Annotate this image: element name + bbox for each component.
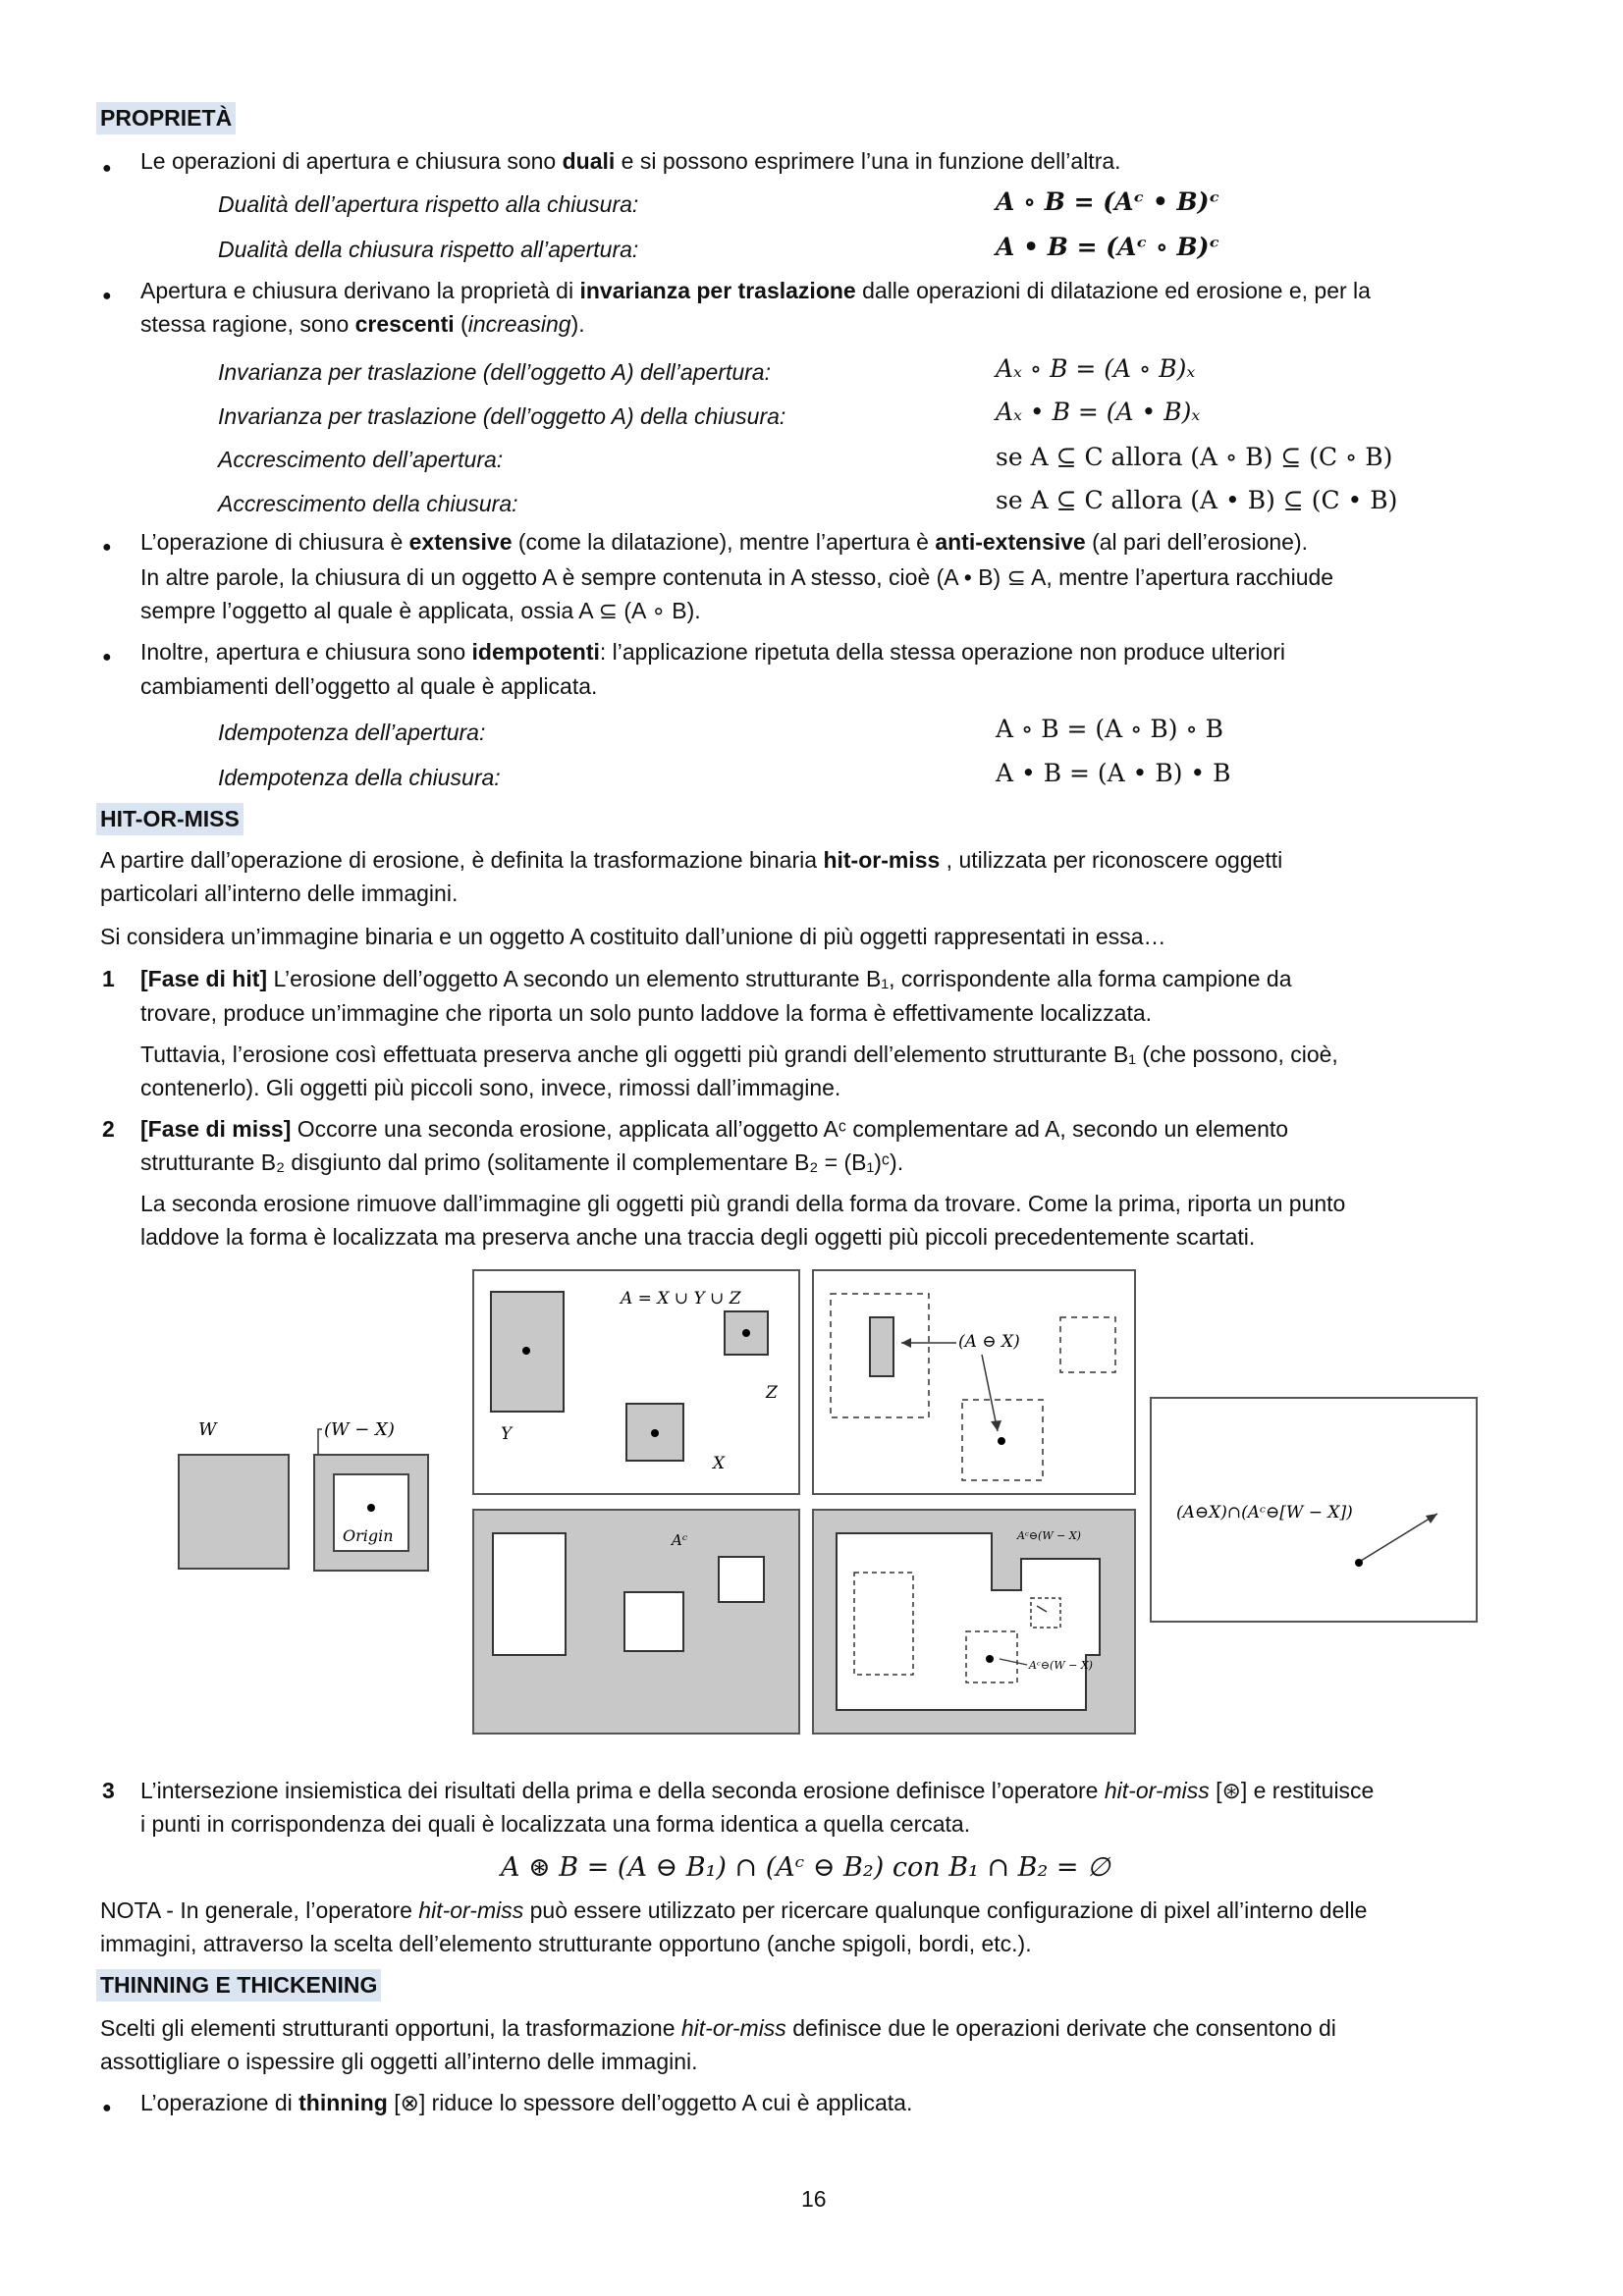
bullet-icon: ●: [102, 539, 112, 556]
dot-Y: [522, 1347, 530, 1355]
property-label: Invarianza per traslazione (dell’oggetto A) dell’apertura:: [218, 359, 771, 385]
step-text: trovare, produce un’immagine che riporta un solo punto laddove la forma è effettivamente localizzata.: [140, 1000, 1153, 1026]
label-X: X: [713, 1454, 726, 1473]
hole-X: [624, 1592, 683, 1651]
step-number: 3: [102, 1778, 115, 1803]
step-text: [Fase di miss] Occorre una seconda erosione, applicata all’oggetto Aᶜ complementare ad A, secondo un elemento: [140, 1116, 1289, 1142]
note-paragraph: immagini, attraverso la scelta dell’elemento strutturante opportuno (anche spigoli, bordi, etc.).: [100, 1931, 1032, 1956]
property-label: Idempotenza della chiusura:: [218, 765, 501, 790]
step-text: La seconda erosione rimuove dall’immagine gli oggetti più grandi della forma da trovare. Come la prima, riporta un punto: [140, 1191, 1346, 1216]
step-number: 1: [102, 966, 115, 991]
panel-erode-X: [813, 1270, 1135, 1494]
label-origin: Origin: [343, 1526, 394, 1545]
label-W: W: [198, 1419, 217, 1440]
property-label: Idempotenza dell’apertura:: [218, 720, 486, 745]
paragraph: sempre l’oggetto al quale è applicata, ossia A ⊆ (A ∘ B).: [140, 598, 701, 623]
paragraph: Scelti gli elementi strutturanti opportuni, la trasformazione hit-or-miss definisce due le operazioni derivate che consentono di: [100, 2015, 1336, 2041]
paragraph: Le operazioni di apertura e chiusura sono duali e si possono esprimere l’una in funzione dell’altra.: [140, 148, 1121, 174]
paragraph: L’operazione di thinning [⊗] riduce lo spessore dell’oggetto A cui è applicata.: [140, 2090, 913, 2115]
step-text: i punti in corrispondenza dei quali è localizzata una forma identica a quella cercata.: [140, 1811, 971, 1837]
hole-Z: [719, 1557, 764, 1602]
bullet-icon: ●: [102, 160, 112, 177]
section-header-hit-or-miss: HIT-OR-MISS: [96, 803, 243, 835]
property-formula: A ∘ B = (Aᶜ • B)ᶜ: [996, 187, 1220, 216]
W-square: [179, 1455, 289, 1569]
eroded-Y: [870, 1317, 893, 1376]
bullet-icon: ●: [102, 649, 112, 666]
step-text: [Fase di hit] L’erosione dell’oggetto A secondo un elemento strutturante B₁, corrispondente alla forma campione da: [140, 966, 1292, 991]
label-Ac-erode-bottom: Aᶜ⊖(W − X): [1029, 1659, 1093, 1672]
dot-Z: [742, 1329, 750, 1337]
property-label: Dualità dell’apertura rispetto alla chiusura:: [218, 191, 639, 217]
label-A-union: A = X ∪ Y ∪ Z: [621, 1289, 741, 1308]
section-header-proprieta: PROPRIETÀ: [96, 102, 236, 134]
label-Y: Y: [501, 1424, 513, 1444]
step-text: laddove la forma è localizzata ma preserva anche una traccia degli oggetti più piccoli precedentemente scartati.: [140, 1224, 1256, 1250]
bullet-icon: ●: [102, 288, 112, 304]
label-Z: Z: [766, 1383, 778, 1403]
hole-Y: [493, 1533, 566, 1655]
label-result: (A⊖X)∩(Aᶜ⊖[W − X]): [1176, 1503, 1353, 1522]
label-erode-X: (A ⊖ X): [958, 1332, 1020, 1352]
eroded-complement-shape: [837, 1533, 1100, 1710]
origin-dot: [367, 1504, 375, 1512]
property-formula: Aₓ ∘ B = (A ∘ B)ₓ: [996, 354, 1196, 383]
label-Ac: Aᶜ: [672, 1531, 688, 1549]
label-Ac-erode-top: Aᶜ⊖(W − X): [1017, 1529, 1081, 1542]
property-label: Invarianza per traslazione (dell’oggetto A) della chiusura:: [218, 403, 786, 429]
dot-eroded-X: [998, 1437, 1005, 1445]
hit-or-miss-figure: [177, 1266, 1483, 1747]
step-text: L’intersezione insiemistica dei risultati della prima e della seconda erosione definisce l’operatore hit-or-miss [⊛] e restituisce: [140, 1778, 1375, 1803]
paragraph: In altre parole, la chiusura di un oggetto A è sempre contenuta in A stesso, cioè (A • B) ⊆ A, mentre l’apertura racchiude: [140, 564, 1334, 590]
paragraph: Si considera un’immagine binaria e un oggetto A costituito dall’unione di più oggetti rappresentati in essa…: [100, 924, 1166, 949]
note-paragraph: NOTA - In generale, l’operatore hit-or-miss può essere utilizzato per ricercare qualunque configurazione di pixel all’interno delle: [100, 1897, 1368, 1923]
label-W-minus-X: (W − X): [324, 1419, 395, 1440]
property-formula: Aₓ • B = (A • B)ₓ: [996, 398, 1201, 426]
property-formula: A ∘ B = (A ∘ B) ∘ B: [996, 715, 1224, 743]
property-label: Dualità della chiusura rispetto all’apertura:: [218, 237, 639, 262]
property-formula: se A ⊆ C allora (A ∘ B) ⊆ (C ∘ B): [996, 443, 1393, 471]
paragraph: Inoltre, apertura e chiusura sono idempotenti: l’applicazione ripetuta della stessa operazione non produce ulteriori: [140, 639, 1285, 665]
property-formula: A • B = (A • B) • B: [996, 759, 1231, 787]
paragraph: particolari all’interno delle immagini.: [100, 881, 459, 906]
bullet-icon: ●: [102, 2100, 112, 2116]
paragraph: L’operazione di chiusura è extensive (come la dilatazione), mentre l’apertura è anti-extensive (al pari dell’erosione).: [140, 529, 1308, 555]
dot-complement-erode: [986, 1655, 994, 1663]
dot-result: [1355, 1559, 1363, 1567]
property-formula: se A ⊆ C allora (A • B) ⊆ (C • B): [996, 486, 1398, 514]
property-label: Accrescimento dell’apertura:: [218, 447, 504, 472]
step-text: contenerlo). Gli oggetti più piccoli sono, invece, rimossi dall’immagine.: [140, 1075, 841, 1100]
step-text: strutturante B₂ disgiunto dal primo (solitamente il complementare B₂ = (B₁)ᶜ).: [140, 1149, 904, 1175]
dot-X: [651, 1429, 659, 1437]
paragraph: Apertura e chiusura derivano la proprietà di invarianza per traslazione dalle operazioni di dilatazione ed erosione e, per la: [140, 278, 1371, 303]
page-number: 16: [801, 2186, 827, 2212]
property-formula: A • B = (Aᶜ ∘ B)ᶜ: [996, 233, 1220, 261]
property-label: Accrescimento della chiusura:: [218, 491, 518, 516]
paragraph: A partire dall’operazione di erosione, è definita la trasformazione binaria hit-or-miss , utilizzata per riconoscere oggetti: [100, 847, 1283, 873]
paragraph: assottigliare o ispessire gli oggetti all’interno delle immagini.: [100, 2049, 698, 2074]
step-number: 2: [102, 1116, 115, 1142]
paragraph: stessa ragione, sono crescenti (increasing).: [140, 311, 585, 337]
hit-or-miss-formula: A ⊛ B = (A ⊖ B₁) ∩ (Aᶜ ⊖ B₂) con B₁ ∩ B₂ = ∅: [501, 1852, 1110, 1883]
section-header-thinning: THINNING E THICKENING: [96, 1969, 381, 2002]
paragraph: cambiamenti dell’oggetto al quale è applicata.: [140, 673, 598, 699]
step-text: Tuttavia, l’erosione così effettuata preserva anche gli oggetti più grandi dell’elemento strutturante B₁ (che possono, cioè,: [140, 1041, 1338, 1067]
